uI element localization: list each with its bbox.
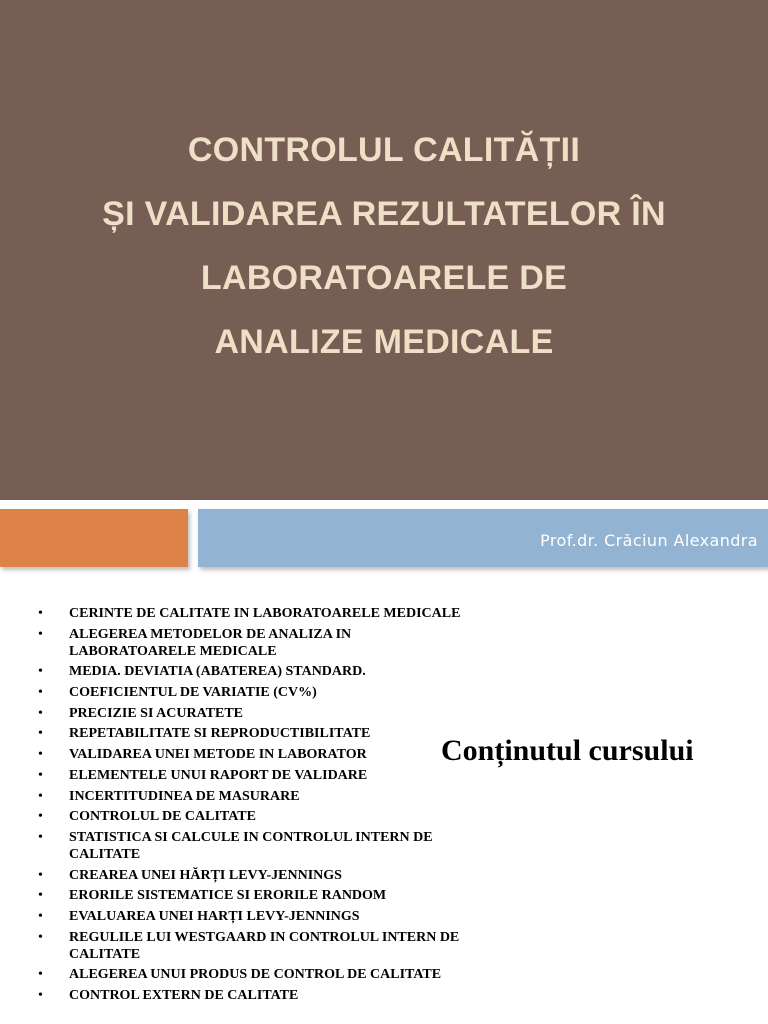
list-item-text: CERINTE DE CALITATE IN LABORATOARELE MEDICALE [69, 606, 461, 621]
list-item [38, 605, 478, 622]
bullet-icon: • [38, 988, 43, 1003]
list-item-text: CONTROLUL DE CALITATE [69, 809, 256, 825]
bullet-icon: • [38, 867, 43, 883]
list-item [38, 929, 478, 963]
bullet-icon: • [38, 726, 43, 742]
list-item-text: PRECIZIE SI ACURATETE [69, 705, 244, 721]
bullet-icon: • [38, 788, 43, 804]
title-line: ANALIZE MEDICALE [214, 323, 554, 361]
bullet-icon: • [38, 967, 43, 983]
contents-list [38, 605, 478, 1008]
bullet-icon: • [38, 626, 43, 642]
list-item-text: MEDIA. DEVIATIA (ABATEREA) STANDARD. [69, 664, 366, 680]
title-line: LABORATOARELE DE [200, 259, 568, 297]
list-item [38, 725, 478, 742]
list-item-text: INCERTITUDINEA DE MASURARE [69, 788, 300, 804]
list-item-text: CONTROL EXTERN DE CALITATE [69, 988, 299, 1003]
subtitle-bar [198, 509, 768, 567]
list-item [38, 788, 478, 805]
title-line: CONTROLUL CALITĂȚII [187, 131, 581, 169]
list-item [38, 908, 478, 925]
bullet-icon: • [38, 929, 43, 945]
list-item [38, 663, 478, 680]
bullet-icon: • [38, 685, 43, 701]
slide-title [0, 118, 768, 374]
list-item [38, 829, 478, 863]
list-item [38, 987, 478, 1004]
bullet-icon: • [38, 767, 43, 783]
list-item [38, 867, 478, 884]
bullet-icon: • [38, 664, 43, 680]
bullet-icon: • [38, 908, 43, 924]
list-item [38, 767, 478, 784]
list-item [38, 966, 478, 983]
list-item-text: COEFICIENTUL DE VARIATIE (CV%) [69, 685, 317, 701]
title-line: ȘI VALIDAREA REZULTATELOR ÎN [102, 195, 666, 233]
contents-heading: Conținutul cursului [441, 734, 694, 767]
list-item [38, 808, 478, 825]
orange-accent-bar [0, 509, 188, 567]
bullet-icon: • [38, 606, 43, 621]
list-item-text: ALEGEREA METODELOR DE ANALIZA IN LABORATOARELE MEDICALE [69, 626, 352, 659]
list-item-text: REPETABILITATE SI REPRODUCTIBILITATE [69, 726, 371, 742]
list-item-text: ELEMENTELE UNUI RAPORT DE VALIDARE [69, 767, 368, 783]
list-item-text: VALIDAREA UNEI METODE IN LABORATOR [69, 747, 367, 763]
list-item [38, 684, 478, 701]
bullet-icon: • [38, 747, 43, 763]
list-item [38, 746, 478, 763]
list-item-text: EVALUAREA UNEI HARȚI LEVY-JENNINGS [69, 908, 360, 924]
list-item [38, 705, 478, 722]
list-item-text: ALEGEREA UNUI PRODUS DE CONTROL DE CALITATE [69, 967, 442, 983]
bullet-icon: • [38, 809, 43, 825]
bullet-icon: • [38, 705, 43, 721]
author-subtitle: Prof.dr. Crăciun Alexandra [540, 531, 758, 550]
bullet-icon: • [38, 829, 43, 845]
list-item-text: ERORILE SISTEMATICE SI ERORILE RANDOM [69, 888, 387, 904]
list-item-text: CREAREA UNEI HĂRȚI LEVY-JENNINGS [69, 867, 342, 883]
list-item [38, 626, 478, 660]
list-item-text: REGULILE LUI WESTGAARD IN CONTROLUL INTERN DE CALITATE [69, 929, 460, 962]
list-item [38, 887, 478, 904]
bullet-icon: • [38, 888, 43, 904]
title-panel [0, 0, 768, 500]
list-item-text: STATISTICA SI CALCULE IN CONTROLUL INTERN DE CALITATE [69, 829, 433, 862]
